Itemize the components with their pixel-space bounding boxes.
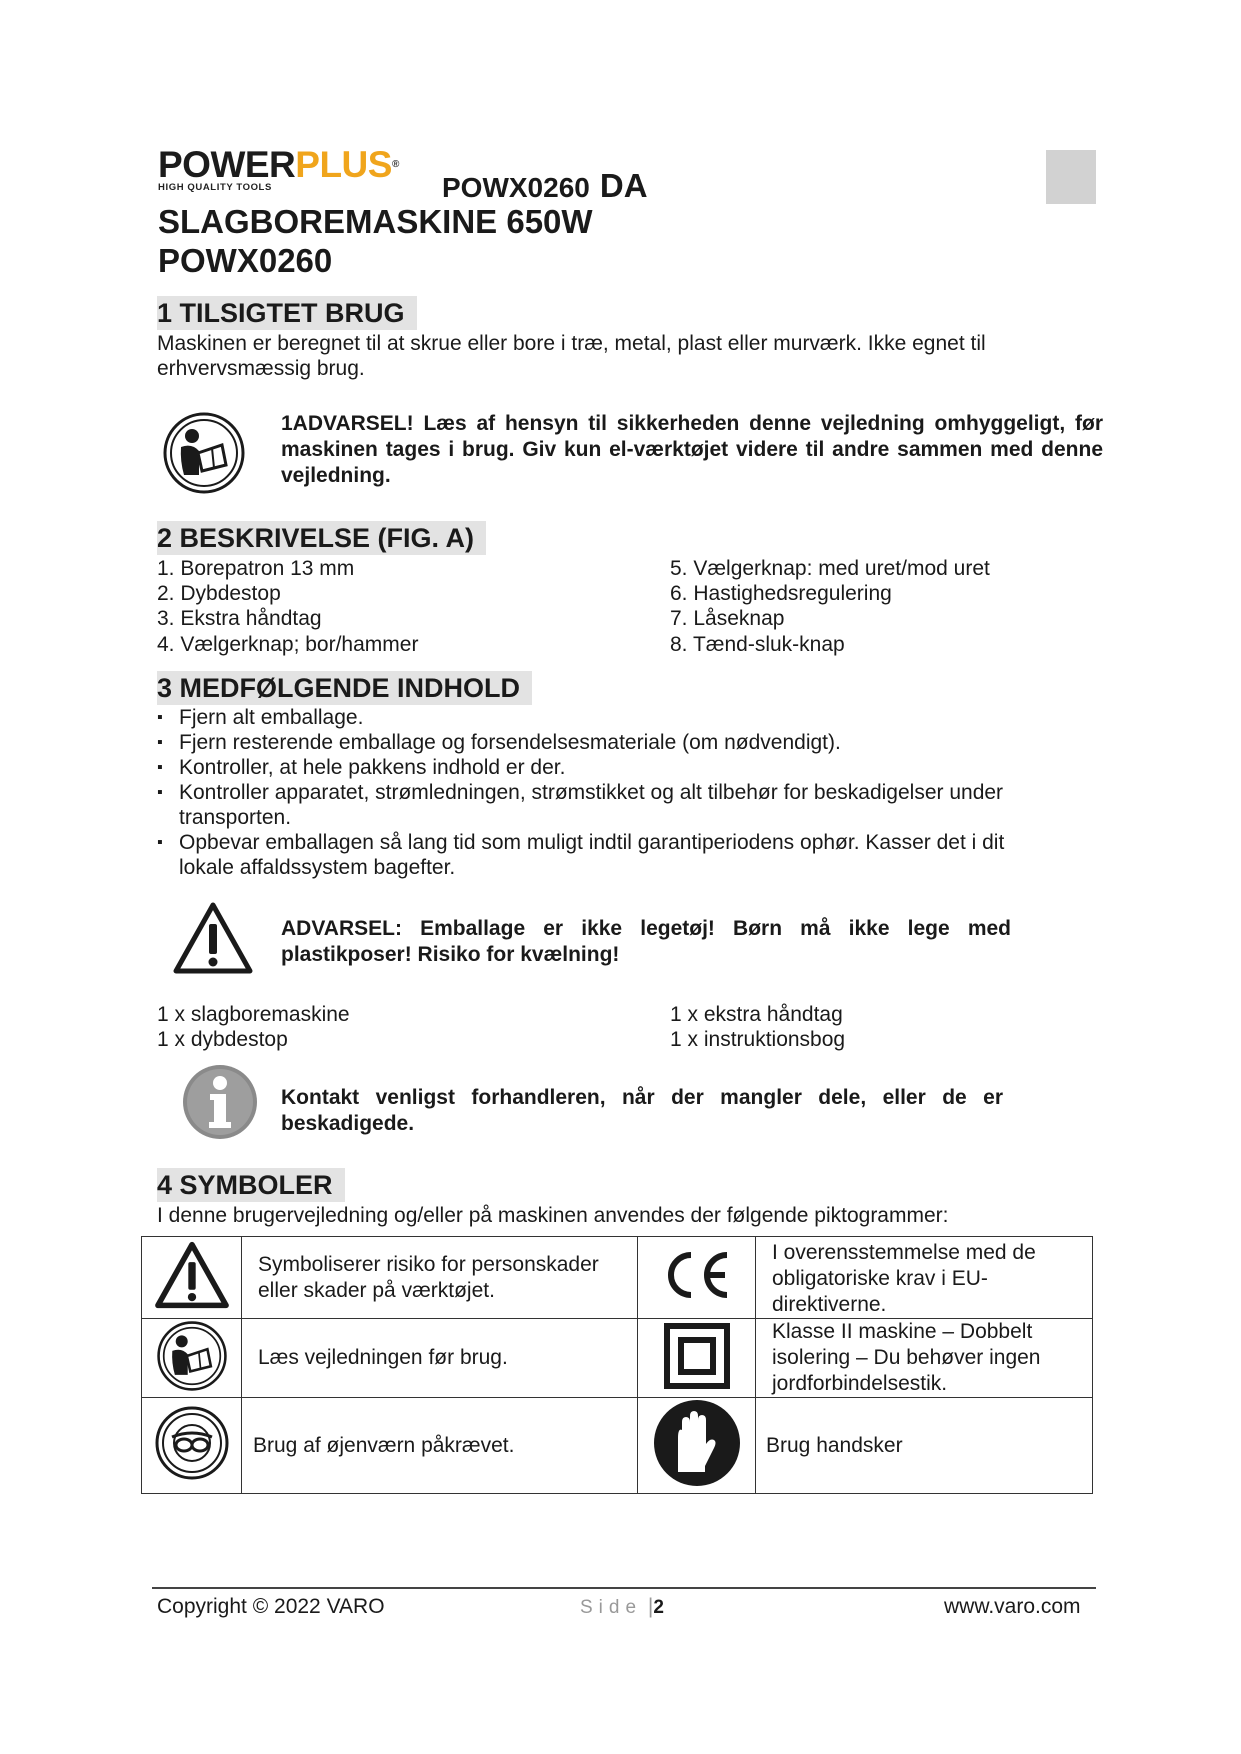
symbol-description: Klasse II maskine – Dobbelt isolering – Du behøver ingen jordforbindelsestik.: [756, 1319, 1093, 1398]
ce-mark-icon: [657, 1247, 737, 1303]
table-row: [142, 1237, 1093, 1319]
gloves-icon: [652, 1398, 742, 1488]
footer-copyright: Copyright © 2022 VARO: [157, 1595, 385, 1618]
list-item: ▪ Kontroller, at hele pakkens indhold er der.: [157, 755, 1077, 780]
thumb-index-marker: [1046, 150, 1096, 204]
symbol-icon-cell: [142, 1237, 242, 1319]
intended-use-text: [157, 331, 1087, 381]
logo-text-plus: PLUS: [295, 144, 392, 185]
title-line-1: SLAGBOREMASKINE 650W: [158, 203, 593, 240]
list-item: 5. Vælgerknap: med uret/mod uret: [670, 557, 990, 580]
parts-list-right: [670, 556, 1090, 657]
list-item: 1 x slagboremaskine: [157, 1003, 350, 1026]
symbols-table: [141, 1236, 1093, 1494]
footer-page-indicator: [580, 1594, 664, 1621]
list-item: ▪ Fjern alt emballage.: [157, 705, 1077, 730]
footer-divider: [152, 1587, 1096, 1589]
symbol-description: I overensstemmelse med de obligatoriske krav i EU-direktiverne.: [756, 1237, 1093, 1319]
list-item: 1 x ekstra håndtag: [670, 1003, 843, 1026]
symbols-intro-text: I denne brugervejledning og/eller på maskinen anvendes der følgende piktogrammer:: [157, 1204, 949, 1227]
section-heading-symbols: 4 SYMBOLER: [157, 1168, 345, 1202]
package-contents-right: [670, 1002, 1090, 1052]
symbol-icon-cell: [638, 1237, 756, 1319]
warning-triangle-icon: [152, 1240, 232, 1310]
symbol-icon-cell: [638, 1398, 756, 1494]
info-icon: [180, 1062, 260, 1142]
package-contents-left: [157, 1002, 637, 1052]
logo-text-power: POWER: [158, 144, 296, 185]
logo-tagline: HIGH QUALITY TOOLS: [158, 182, 272, 193]
section-heading-description: 2 BESKRIVELSE (FIG. A): [157, 521, 486, 555]
intended-use-line-2: erhvervsmæssig brug.: [157, 357, 365, 380]
model-header: [442, 168, 648, 206]
page-label: Side: [580, 1597, 643, 1618]
symbol-icon-cell: [638, 1319, 756, 1398]
symbol-description: Brug af øjenværn påkrævet.: [242, 1398, 638, 1494]
safety-warning-text: 1ADVARSEL! Læs af hensyn til sikkerheden denne vejledning omhyggeligt, før maskinen tages i brug. Giv kun el-værktøjet videre til andre sammen med denne vejledning.: [281, 412, 1103, 487]
list-item: 6. Hastighedsregulering: [670, 582, 892, 605]
list-item: 7. Låseknap: [670, 607, 785, 630]
brand-logo: [158, 146, 428, 196]
intended-use-line-1: Maskinen er beregnet til at skrue eller bore i træ, metal, plast eller murværk. Ikke egnet til: [157, 332, 986, 355]
read-manual-icon: [156, 1320, 228, 1392]
section-heading-contents: 3 MEDFØLGENDE INDHOLD: [157, 671, 532, 705]
unpacking-instructions: [157, 705, 1077, 880]
list-item: ▪ Opbevar emballagen så lang tid som muligt indtil garantiperiodens ophør. Kasser det i dit lokale affaldssystem bagefter.: [157, 830, 1077, 880]
list-item: 1. Borepatron 13 mm: [157, 557, 355, 580]
footer-website-link[interactable]: www.varo.com: [944, 1595, 1081, 1618]
list-item: ▪ Kontroller apparatet, strømledningen, strømstikket og alt tilbehør for beskadigelser under transporten.: [157, 780, 1077, 830]
missing-parts-info-text: Kontakt venligst forhandleren, når der mangler dele, eller de er beskadigede.: [281, 1086, 1003, 1135]
read-manual-icon: [162, 411, 246, 495]
model-code: POWX0260: [442, 172, 590, 203]
page-separator: |: [647, 1595, 654, 1618]
eye-protection-icon: [154, 1405, 230, 1481]
symbol-icon-cell: [142, 1398, 242, 1494]
symbol-icon-cell: [142, 1319, 242, 1398]
symbol-description: Brug handsker: [756, 1398, 1093, 1494]
table-row: [142, 1398, 1093, 1494]
list-item: 1 x dybdestop: [157, 1028, 288, 1051]
warning-triangle-icon: [172, 900, 254, 976]
symbol-description: Læs vejledningen før brug.: [242, 1319, 638, 1398]
section-heading-intended-use: 1 TILSIGTET BRUG: [157, 296, 417, 330]
parts-list-left: [157, 556, 657, 657]
list-item: 4. Vælgerknap; bor/hammer: [157, 633, 419, 656]
language-code: DA: [599, 167, 648, 204]
symbol-description: Symboliserer risiko for personskader eller skader på værktøjet.: [242, 1237, 638, 1319]
list-item: 3. Ekstra håndtag: [157, 607, 322, 630]
list-item: 1 x instruktionsbog: [670, 1028, 846, 1051]
list-item: 2. Dybdestop: [157, 582, 281, 605]
packaging-warning-text: ADVARSEL: Emballage er ikke legetøj! Børn må ikke lege med plastikposer! Risiko for kvælning!: [281, 917, 1011, 966]
list-item: ▪ Fjern resterende emballage og forsendelsesmateriale (om nødvendigt).: [157, 730, 1077, 755]
page-title: [158, 202, 593, 280]
list-item: 8. Tænd-sluk-knap: [670, 633, 845, 656]
class-ii-double-insulation-icon: [664, 1323, 730, 1389]
page-number: 2: [653, 1597, 664, 1618]
table-row: [142, 1319, 1093, 1398]
title-line-2: POWX0260: [158, 242, 333, 279]
logo-registered-mark: ®: [391, 159, 399, 170]
